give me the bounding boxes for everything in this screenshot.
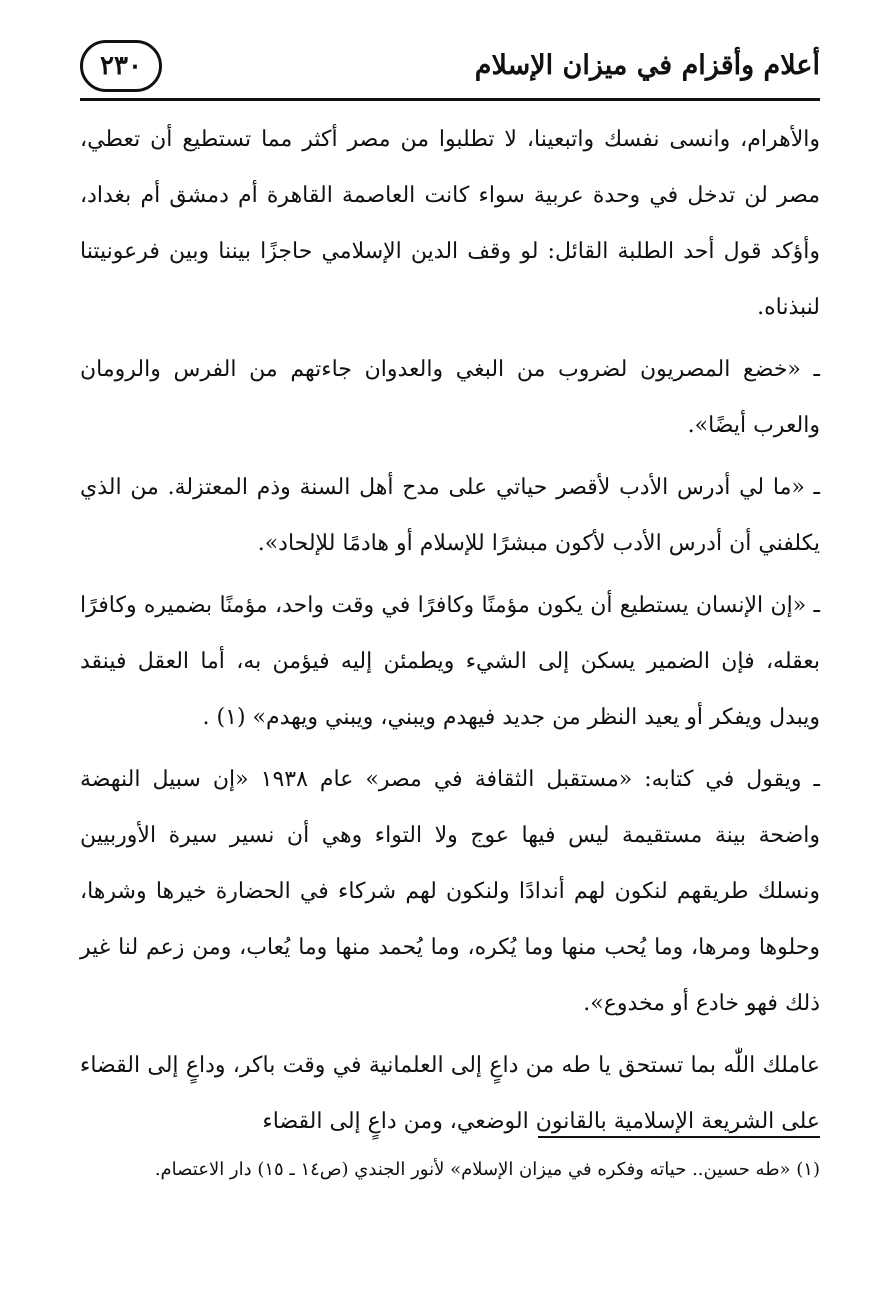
paragraph: عاملك اللّٰه بما تستحق يا طه من داعٍ إلى العلمانية في وقت باكر، وداعٍ إلى القضاء على الشريعة الإسلامية بالقانون الوضعي، ومن داعٍ إلى القضاء <box>80 1053 820 1134</box>
footnotes <box>80 1152 820 1188</box>
header-rule <box>80 98 820 101</box>
paragraph: ـ ويقول في كتابه: «مستقبل الثقافة في مصر» عام ١٩٣٨ «إن سبيل النهضة واضحة بينة مستقيمة ليس فيها عوج ولا التواء وهي أن نسير سيرة الأوربيين ونسلك طريقهم لنكون لهم أندادًا ولنكون لهم شركاء في الحضارة خيرها وشرها، وحلوها ومرها، وما يُحب منها وما يُكره، وما يُحمد منها وما يُعاب، ومن زعم لنا غير ذلك فهو خادع أو مخدوع». <box>80 767 820 1016</box>
paragraph: ـ «خضع المصريون لضروب من البغي والعدوان جاءتهم من الفرس والرومان والعرب أيضًا». <box>80 357 820 438</box>
paragraph: ـ «إن الإنسان يستطيع أن يكون مؤمنًا وكافرًا في وقت واحد، مؤمنًا بضميره وكافرًا بعقله، فإن الضمير يسكن إلى الشيء ويطمئن إليه فيؤمن به، أما العقل فينقد ويبدل ويفكر أو يعيد النظر من جديد فيهدم ويبني، ويبني ويهدم» (١) . <box>80 593 820 730</box>
page-header <box>80 40 820 96</box>
footnote-rule <box>538 1136 820 1138</box>
paragraph: ـ «ما لي أدرس الأدب لأقصر حياتي على مدح أهل السنة وذم المعتزلة. من الذي يكلفني أن أدرس الأدب لأكون مبشرًا للإسلام أو هادمًا للإلحاد». <box>80 475 820 556</box>
book-title: أعلام وأقزام في ميزان الإسلام <box>474 50 820 81</box>
page-number-frame <box>80 40 162 92</box>
body-text <box>80 112 820 1156</box>
paragraph: والأهرام، وانسى نفسك واتبعينا، لا تطلبوا من مصر أكثر مما تستطيع أن تعطي، مصر لن تدخل في وحدة عربية سواء كانت العاصمة القاهرة أم دمشق أم بغداد، وأؤكد قول أحد الطلبة القائل: لو وقف الدين الإسلامي حاجزًا بيننا وبين فرعونيتنا لنبذناه. <box>80 127 820 320</box>
footnote: (١) «طه حسين.. حياته وفكره في ميزان الإسلام» لأنور الجندي (ص١٤ ـ ١٥) دار الاعتصام. <box>154 1159 820 1180</box>
page-number: ٢٣٠ <box>100 51 142 81</box>
